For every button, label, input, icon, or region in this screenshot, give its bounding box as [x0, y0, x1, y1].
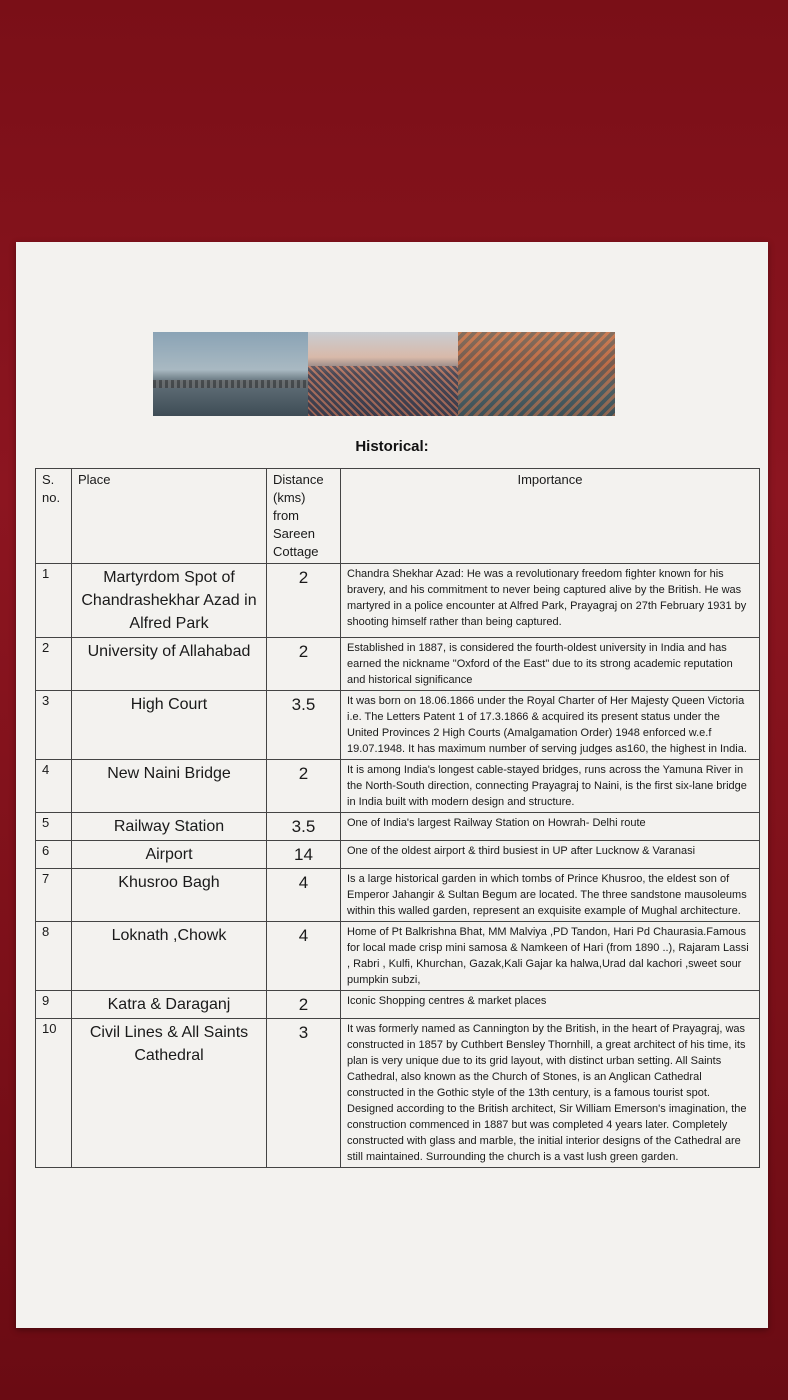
table-row: [36, 638, 760, 691]
table-header-row: [36, 469, 760, 564]
table-row: [36, 922, 760, 991]
table-row: [36, 564, 760, 638]
cell-importance: Home of Pt Balkrishna Bhat, MM Malviya ,PD Tandon, Hari Pd Chaurasia.Famous for local made crisp mini samosa & Namkeen of Hari (from 1890 ..), Rajaram Lassi , Rabri , Kulfi, Khurchan, Gazak,Kali Gajar ka halwa,Urad dal kachori ,sweet sour pumpkin subzi,: [341, 922, 760, 991]
table-row: [36, 841, 760, 869]
header-importance: Importance: [341, 469, 760, 564]
cell-importance: Established in 1887, is considered the fourth-oldest university in India and has earned the nickname "Oxford of the East" due to its strong academic reputation and historical significance: [341, 638, 760, 691]
cell-distance: 4: [267, 922, 341, 991]
cell-sno: 8: [36, 922, 72, 991]
table-row: [36, 813, 760, 841]
cell-place: Airport: [72, 841, 267, 869]
cell-place: Martyrdom Spot of Chandrashekhar Azad in Alfred Park: [72, 564, 267, 638]
cell-distance: 3: [267, 1019, 341, 1168]
cell-distance: 2: [267, 564, 341, 638]
cell-distance: 3.5: [267, 813, 341, 841]
cell-place: Khusroo Bagh: [72, 869, 267, 922]
cell-place: Loknath ,Chowk: [72, 922, 267, 991]
river-photo: [153, 332, 308, 416]
cell-sno: 2: [36, 638, 72, 691]
cell-distance: 2: [267, 760, 341, 813]
cell-sno: 5: [36, 813, 72, 841]
cell-distance: 3.5: [267, 691, 341, 760]
table-row: [36, 691, 760, 760]
cell-distance: 4: [267, 869, 341, 922]
cell-importance: It was born on 18.06.1866 under the Royal Charter of Her Majesty Queen Victoria i.e. The Letters Patent 1 of 17.3.1866 & acquired its present status under the United Provinces 2 High Courts (Amalgamation Order) 1948 enforced w.e.f 19.07.1948. It has maximum number of serving judges as160, the highest in India.: [341, 691, 760, 760]
header-distance: Distance (kms) from Sareen Cottage: [267, 469, 341, 564]
cell-place: High Court: [72, 691, 267, 760]
cell-importance: It is among India's longest cable-stayed bridges, runs across the Yamuna River in the North-South direction, connecting Prayagraj to Naini, is the first six-lane bridge in India built with modern design and structure.: [341, 760, 760, 813]
cell-importance: One of India's largest Railway Station on Howrah- Delhi route: [341, 813, 760, 841]
cell-sno: 3: [36, 691, 72, 760]
places-table: [35, 468, 760, 1168]
cell-distance: 14: [267, 841, 341, 869]
table-row: [36, 991, 760, 1019]
header-photo-strip: [153, 332, 615, 416]
header-place: Place: [72, 469, 267, 564]
cell-sno: 4: [36, 760, 72, 813]
cell-distance: 2: [267, 638, 341, 691]
cell-place: Civil Lines & All Saints Cathedral: [72, 1019, 267, 1168]
header-sno: S. no.: [36, 469, 72, 564]
cell-sno: 9: [36, 991, 72, 1019]
cell-importance: Chandra Shekhar Azad: He was a revolutionary freedom fighter known for his bravery, and his commitment to never being captured alive by the British. He was martyred in a police encounter at Alfred Park, Prayagraj on 27th February 1931 by shooting himself rather than being captured.: [341, 564, 760, 638]
cell-sno: 6: [36, 841, 72, 869]
cell-place: University of Allahabad: [72, 638, 267, 691]
crowd-photo: [308, 332, 458, 416]
cell-place: Railway Station: [72, 813, 267, 841]
cell-importance: One of the oldest airport & third busiest in UP after Lucknow & Varanasi: [341, 841, 760, 869]
cell-importance: Iconic Shopping centres & market places: [341, 991, 760, 1019]
cell-sno: 10: [36, 1019, 72, 1168]
cell-place: New Naini Bridge: [72, 760, 267, 813]
section-heading: Historical:: [355, 438, 429, 455]
table-row: [36, 1019, 760, 1168]
cell-sno: 7: [36, 869, 72, 922]
cell-distance: 2: [267, 991, 341, 1019]
table-row: [36, 760, 760, 813]
bathers-photo: [458, 332, 615, 416]
document-page: [16, 242, 768, 1328]
cell-importance: It was formerly named as Cannington by the British, in the heart of Prayagraj, was constructed in 1857 by Cuthbert Bensley Thornhill, a great architect of his time, its plan is very unique due to its grid layout, with distinct urban setting. All Saints Cathedral, also known as the Church of Stones, is an Anglican Cathedral constructed in the Gothic style of the 13th century, is a famous tourist spot. Designed according to the British architect, Sir William Emerson's imagination, the construction commenced in 1887 but was completed 4 years later. Completely constructed with glass and marble, the initial interior designs of the Cathedral are still maintained. Surrounding the church is a vast lush green garden.: [341, 1019, 760, 1168]
cell-place: Katra & Daraganj: [72, 991, 267, 1019]
cell-importance: Is a large historical garden in which tombs of Prince Khusroo, the eldest son of Emperor Jahangir & Sultan Begum are located. The three sandstone mausoleums within this walled garden, represent an exquisite example of Mughal architecture.: [341, 869, 760, 922]
table-row: [36, 869, 760, 922]
cell-sno: 1: [36, 564, 72, 638]
